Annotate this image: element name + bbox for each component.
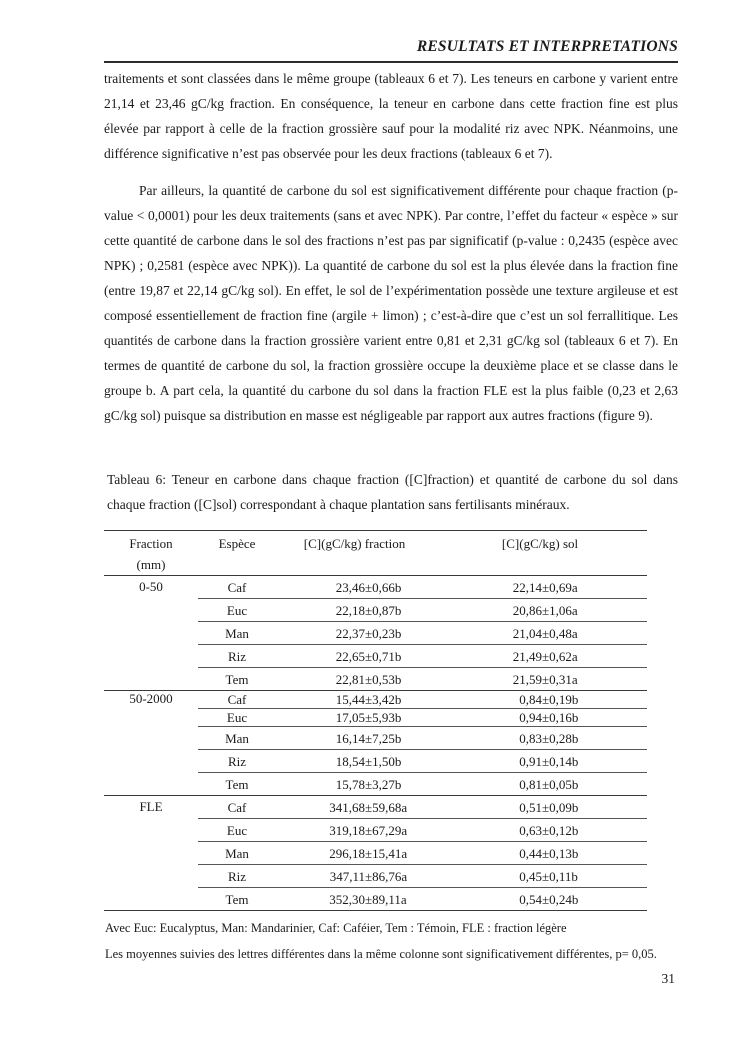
cell-c-fraction-sd: ±0,87b (365, 599, 433, 622)
cell-c-sol: 20,86 (433, 599, 542, 622)
table-6 (104, 530, 647, 911)
cell-c-fraction-sd: ±7,25b (365, 727, 433, 750)
table-header-row (104, 531, 647, 576)
cell-c-fraction: 352,30 (276, 888, 365, 911)
cell-c-fraction-sd: ±3,42b (365, 691, 433, 709)
cell-espece: Man (198, 727, 276, 750)
page-content (104, 38, 678, 967)
cell-c-sol: 22,14 (433, 576, 542, 599)
cell-c-sol: 0,91 (433, 750, 542, 773)
header-fraction-line2: (mm) (136, 557, 166, 572)
cell-c-sol-sd: ±0,24b (542, 888, 647, 911)
cell-c-sol: 0,94 (433, 709, 542, 727)
cell-c-fraction: 22,37 (276, 622, 365, 645)
cell-c-fraction-sd: ±59,68a (365, 796, 433, 819)
cell-c-sol: 0,84 (433, 691, 542, 709)
cell-c-fraction-sd: ±5,93b (365, 709, 433, 727)
page-number: 31 (661, 971, 675, 986)
cell-c-fraction: 22,65 (276, 645, 365, 668)
cell-c-fraction: 15,78 (276, 773, 365, 796)
header-espece: Espèce (198, 531, 276, 576)
cell-c-sol: 0,44 (433, 842, 542, 865)
cell-c-fraction-sd: ±3,27b (365, 773, 433, 796)
cell-c-sol-sd: ±1,06a (542, 599, 647, 622)
cell-c-fraction-sd: ±86,76a (365, 865, 433, 888)
cell-c-sol-sd: ±0,09b (542, 796, 647, 819)
group-label: FLE (104, 796, 198, 911)
cell-c-sol-sd: ±0,48a (542, 622, 647, 645)
header-fraction (104, 531, 198, 576)
table-footnote-significance: Les moyennes suivies des lettres différentes dans la même colonne sont significativement différentes, p= 0,05. (105, 947, 657, 961)
cell-c-sol: 0,63 (433, 819, 542, 842)
cell-espece: Man (198, 622, 276, 645)
table-row (104, 576, 647, 599)
group-label: 50-2000 (104, 691, 198, 796)
cell-c-fraction-sd: ±0,71b (365, 645, 433, 668)
header-c-fraction: [C](gC/kg) fraction (276, 531, 433, 576)
cell-c-sol-sd: ±0,16b (542, 709, 647, 727)
cell-c-fraction: 341,68 (276, 796, 365, 819)
cell-c-fraction: 23,46 (276, 576, 365, 599)
cell-c-sol: 0,45 (433, 865, 542, 888)
table-footnote-abbreviations: Avec Euc: Eucalyptus, Man: Mandarinier, Caf: Caféier, Tem : Témoin, FLE : fraction légère (105, 921, 567, 935)
header-fraction-line1: Fraction (129, 536, 173, 551)
table-row (104, 796, 647, 819)
cell-c-fraction: 16,14 (276, 727, 365, 750)
cell-c-fraction-sd: ±89,11a (365, 888, 433, 911)
cell-c-fraction: 22,81 (276, 668, 365, 691)
cell-espece: Tem (198, 888, 276, 911)
cell-c-sol-sd: ±0,14b (542, 750, 647, 773)
cell-espece: Euc (198, 709, 276, 727)
chapter-title: RESULTATS ET INTERPRETATIONS (416, 38, 678, 55)
cell-c-sol: 0,51 (433, 796, 542, 819)
cell-espece: Caf (198, 691, 276, 709)
cell-c-sol: 21,04 (433, 622, 542, 645)
chapter-header (104, 38, 678, 63)
table-row (104, 691, 647, 709)
cell-espece: Riz (198, 750, 276, 773)
cell-c-fraction: 22,18 (276, 599, 365, 622)
cell-c-fraction: 15,44 (276, 691, 365, 709)
cell-espece: Tem (198, 773, 276, 796)
cell-c-fraction-sd: ±15,41a (365, 842, 433, 865)
cell-c-sol-sd: ±0,05b (542, 773, 647, 796)
cell-c-fraction: 18,54 (276, 750, 365, 773)
cell-espece: Riz (198, 645, 276, 668)
cell-c-fraction-sd: ±1,50b (365, 750, 433, 773)
cell-c-fraction: 319,18 (276, 819, 365, 842)
cell-c-fraction-sd: ±0,23b (365, 622, 433, 645)
cell-c-sol-sd: ±0,13b (542, 842, 647, 865)
cell-c-fraction-sd: ±0,66b (365, 576, 433, 599)
body-paragraph-2: Par ailleurs, la quantité de carbone du sol est significativement différente pour chaque fraction (p-value < 0,0001) pour les deux traitements (sans et avec NPK). Par contre, l’effet du facteur « espèce » sur cette quantité de carbone dans le sol des fractions n’est pas par significatif (p-value : 0,2435 (espèce avec NPK) ; 0,2581 (espèce avec NPK)). La quantité de carbone du sol est la plus élevée dans la fraction fine (entre 19,87 et 22,14 gC/kg sol). En effet, le sol de l’expérimentation possède une texture argileuse et est composé essentiellement de fraction fine (argile + limon) ; c’est-à-dire que c’est un sol ferrallitique. Les quantités de carbone dans la fraction grossière varient entre 0,81 et 2,31 gC/kg sol (tableaux 6 et 7). En termes de quantité de carbone du sol, la fraction grossière occupe la deuxième place et se classe dans le groupe b. A part cela, la quantité du carbone du sol dans la fraction FLE est la plus faible (0,23 et 2,63 gC/kg sol) puisque sa distribution en masse est négligeable par rapport aux autres fractions (figure 9). (104, 183, 678, 423)
cell-c-sol-sd: ±0,31a (542, 668, 647, 691)
cell-c-sol: 21,59 (433, 668, 542, 691)
cell-c-sol: 0,81 (433, 773, 542, 796)
cell-c-sol-sd: ±0,11b (542, 865, 647, 888)
cell-c-fraction: 17,05 (276, 709, 365, 727)
cell-c-fraction-sd: ±67,29a (365, 819, 433, 842)
cell-c-sol: 0,83 (433, 727, 542, 750)
group-label: 0-50 (104, 576, 198, 691)
cell-c-sol-sd: ±0,69a (542, 576, 647, 599)
cell-c-sol-sd: ±0,62a (542, 645, 647, 668)
cell-c-fraction-sd: ±0,53b (365, 668, 433, 691)
cell-c-fraction: 347,11 (276, 865, 365, 888)
cell-espece: Caf (198, 576, 276, 599)
cell-espece: Euc (198, 599, 276, 622)
cell-espece: Tem (198, 668, 276, 691)
cell-espece: Caf (198, 796, 276, 819)
cell-espece: Euc (198, 819, 276, 842)
cell-espece: Man (198, 842, 276, 865)
table-caption: Tableau 6: Teneur en carbone dans chaque fraction ([C]fraction) et quantité de carbone du sol dans chaque fraction ([C]sol) correspondant à chaque plantation sans fertilisants minéraux. (107, 472, 678, 512)
cell-c-sol-sd: ±0,19b (542, 691, 647, 709)
body-paragraph-1: traitements et sont classées dans le même groupe (tableaux 6 et 7). Les teneurs en carbone y varient entre 21,14 et 23,46 gC/kg fraction. En conséquence, la teneur en carbone dans cette fraction fine est plus élevée par rapport à celle de la fraction grossière sauf pour la modalité riz avec NPK. Néanmoins, une différence significative n’est pas observée pour les deux fractions (tableaux 6 et 7). (104, 71, 678, 161)
cell-espece: Riz (198, 865, 276, 888)
cell-c-sol-sd: ±0,12b (542, 819, 647, 842)
header-c-sol: [C](gC/kg) sol (433, 531, 647, 576)
cell-c-fraction: 296,18 (276, 842, 365, 865)
cell-c-sol-sd: ±0,28b (542, 727, 647, 750)
cell-c-sol: 0,54 (433, 888, 542, 911)
cell-c-sol: 21,49 (433, 645, 542, 668)
